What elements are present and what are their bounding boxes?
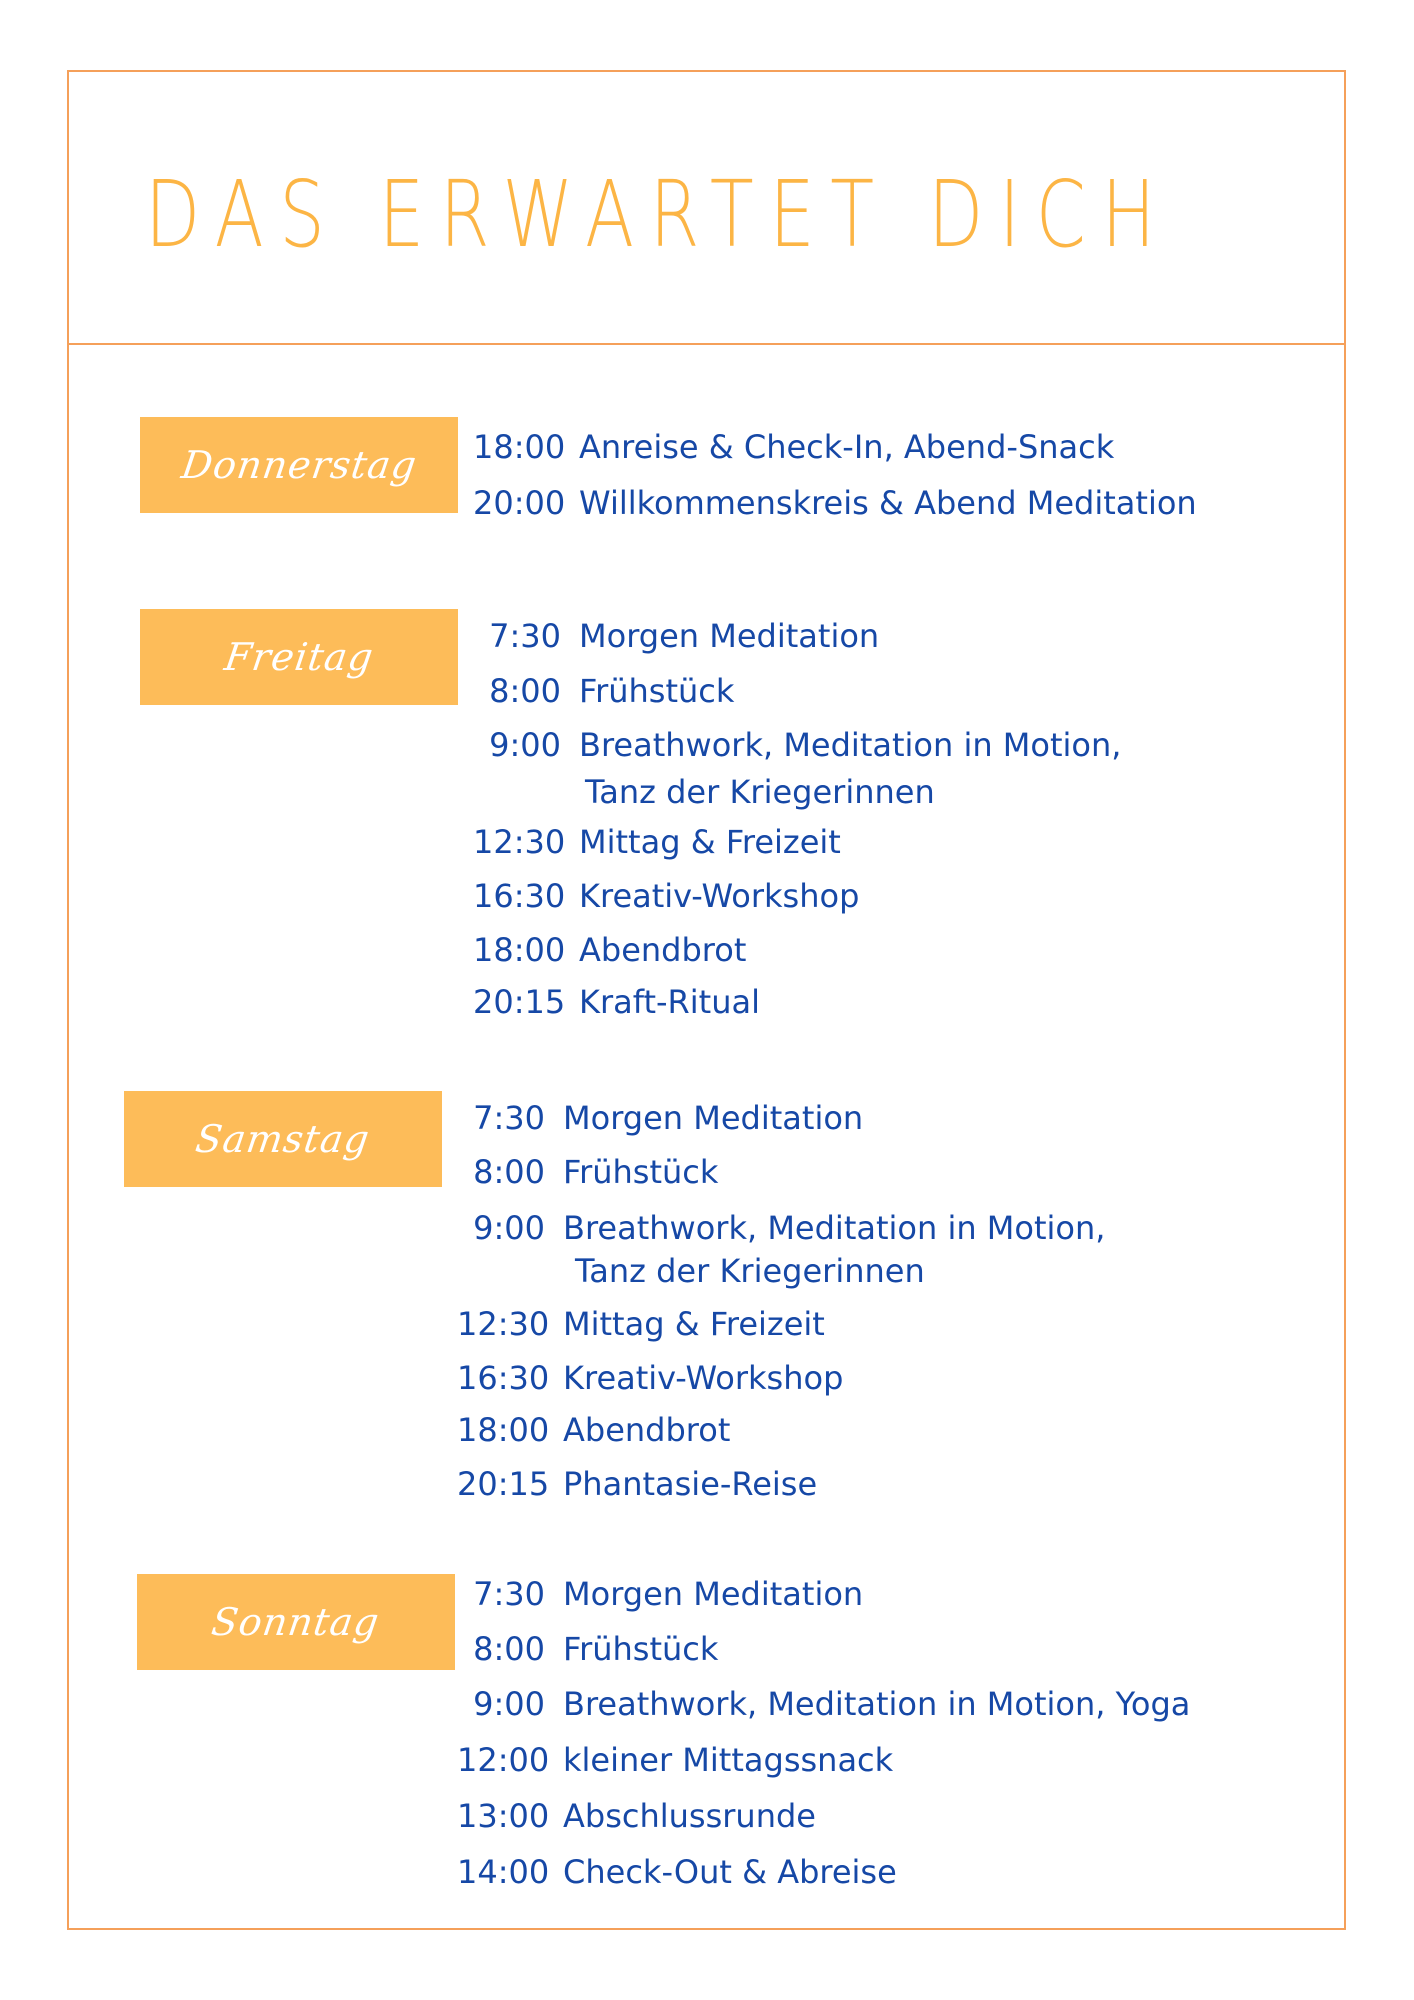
entry-activity: Mittag & Freizeit xyxy=(563,1305,825,1343)
entry-time: 20:15 xyxy=(473,983,566,1021)
schedule-entry xyxy=(473,669,734,713)
schedule-entry xyxy=(473,425,1114,469)
entry-activity: Frühstück xyxy=(563,1630,719,1668)
entry-time: 8:00 xyxy=(473,1153,545,1191)
schedule-entry xyxy=(473,723,1121,767)
entry-time: 9:00 xyxy=(489,726,561,764)
schedule-entry xyxy=(457,1462,817,1506)
entry-activity: Morgen Meditation xyxy=(563,1099,864,1137)
entry-time: 18:00 xyxy=(473,428,566,466)
entry-activity-continuation: Tanz der Kriegerinnen xyxy=(585,773,935,811)
schedule-entry xyxy=(473,820,841,864)
schedule-entry xyxy=(473,980,760,1024)
entry-time: 13:00 xyxy=(457,1797,550,1835)
entry-time: 7:30 xyxy=(473,1575,545,1613)
entry-activity: Breathwork, Meditation in Motion, Yoga xyxy=(563,1685,1191,1723)
entry-activity: Willkommenskreis & Abend Meditation xyxy=(579,484,1197,522)
entry-time: 9:00 xyxy=(473,1209,545,1247)
page-title: DAS ERWARTET DICH xyxy=(145,161,1172,268)
entry-activity: kleiner Mittagssnack xyxy=(563,1741,894,1779)
schedule-entry xyxy=(473,928,746,972)
entry-time: 8:00 xyxy=(473,1630,545,1668)
entry-activity: Check-Out & Abreise xyxy=(563,1853,897,1891)
entry-activity: Abendbrot xyxy=(563,1411,731,1449)
day-label: Freitag xyxy=(221,635,377,679)
entry-time: 8:00 xyxy=(489,672,561,710)
entry-time: 18:00 xyxy=(473,931,566,969)
entry-time: 12:00 xyxy=(457,1741,550,1779)
schedule-entry xyxy=(457,1206,1105,1250)
entry-activity: Mittag & Freizeit xyxy=(579,823,841,861)
day-tag-sonntag xyxy=(137,1574,455,1670)
day-tag-donnerstag xyxy=(140,417,458,513)
day-label: Sonntag xyxy=(209,1600,383,1644)
entry-activity: Morgen Meditation xyxy=(579,617,880,655)
schedule-entry xyxy=(457,1096,863,1140)
schedule-entry xyxy=(457,1302,825,1346)
entry-activity: Anreise & Check-In, Abend-Snack xyxy=(579,428,1115,466)
entry-activity: Kreativ-Workshop xyxy=(563,1359,844,1397)
day-label: Samstag xyxy=(193,1117,373,1161)
entry-activity: Abendbrot xyxy=(579,931,747,969)
schedule-entry xyxy=(457,1850,897,1894)
entry-time: 9:00 xyxy=(473,1685,545,1723)
entry-activity: Abschlussrunde xyxy=(563,1797,816,1835)
entry-activity: Frühstück xyxy=(579,672,735,710)
schedule-entry xyxy=(457,1150,718,1194)
entry-time: 16:30 xyxy=(473,877,566,915)
day-label: Donnerstag xyxy=(178,443,420,487)
entry-activity: Phantasie-Reise xyxy=(563,1465,818,1503)
entry-time: 18:00 xyxy=(457,1411,550,1449)
day-tag-freitag xyxy=(140,609,458,705)
schedule-entry xyxy=(457,1794,816,1838)
entry-activity: Breathwork, Meditation in Motion, xyxy=(579,726,1122,764)
schedule-entry xyxy=(457,1627,718,1671)
entry-activity: Frühstück xyxy=(563,1153,719,1191)
schedule-entry xyxy=(473,481,1197,525)
schedule-entry xyxy=(473,874,859,918)
schedule-entry xyxy=(457,1738,893,1782)
entry-activity: Breathwork, Meditation in Motion, xyxy=(563,1209,1106,1247)
day-tag-samstag xyxy=(124,1091,442,1187)
entry-activity: Kraft-Ritual xyxy=(579,983,760,1021)
schedule-entry xyxy=(473,614,879,658)
entry-time: 20:15 xyxy=(457,1465,550,1503)
entry-time: 12:30 xyxy=(473,823,566,861)
entry-time: 7:30 xyxy=(489,617,561,655)
entry-time: 16:30 xyxy=(457,1359,550,1397)
schedule-entry xyxy=(457,1682,1190,1726)
schedule-entry xyxy=(457,1572,863,1616)
entry-time: 14:00 xyxy=(457,1853,550,1891)
entry-time: 7:30 xyxy=(473,1099,545,1137)
entry-activity: Morgen Meditation xyxy=(563,1575,864,1613)
schedule-entry xyxy=(457,1356,843,1400)
entry-time: 20:00 xyxy=(473,484,566,522)
entry-activity-continuation: Tanz der Kriegerinnen xyxy=(575,1252,925,1290)
entry-activity: Kreativ-Workshop xyxy=(579,877,860,915)
schedule-entry xyxy=(457,1408,730,1452)
entry-time: 12:30 xyxy=(457,1305,550,1343)
title-divider xyxy=(67,343,1346,345)
